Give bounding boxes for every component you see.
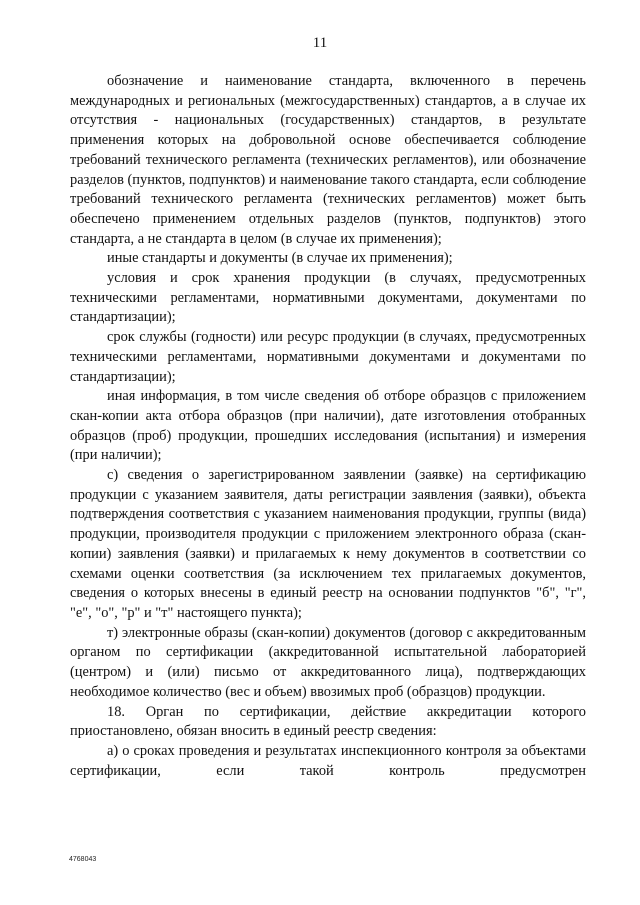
- paragraph-item-a: а) о сроках проведения и результатах инспекционного контроля за объектами сертификации, если такой контроль предусмотрен: [70, 742, 586, 779]
- document-id: 4768043: [69, 856, 97, 863]
- document-body: [70, 72, 586, 781]
- paragraph-item-s: с) сведения о зарегистрированном заявлении (заявке) на сертификацию продукции с указанием заявителя, даты регистрации заявления (заявки), объекта подтверждения соответствия с указанием наименования продукции, группы (вида) продукции, производителя продукции с приложением электронного образа (скан-копии) заявления (заявки) и прилагаемых к нему документов в соответствии со схемами оценки соответствия (за исключением тех прилагаемых документов, сведения о которых внесены в единый реестр на основании подпунктов "б", "г", "е", "о", "р" и "т" настоящего пункта);: [70, 467, 586, 621]
- paragraph-service-life: срок службы (годности) или ресурс продукции (в случаях, предусмотренных техническими регламентами, нормативными документами и документами по стандартизации);: [70, 329, 586, 385]
- paragraph-standard-designation: обозначение и наименование стандарта, включенного в перечень международных и региональных (межгосударственных) стандартов, а в случае их отсутствия - национальных (государственных) стандартов, в результате применения которых на добровольной основе обеспечивается соблюдение требований технического регламента (технических регламентов), или обозначение разделов (пунктов, подпунктов) и наименование такого стандарта, если соблюдение требований технического регламента (технических регламентов) может быть обеспечено применением отдельных разделов (пунктов, подпунктов) этого стандарта, а не стандарта в целом (в случае их применения);: [70, 73, 586, 247]
- page-number: 11: [312, 35, 328, 51]
- paragraph-item-18: 18. Орган по сертификации, действие аккредитации которого приостановлено, обязан вносить в единый реестр сведения:: [70, 703, 586, 740]
- paragraph-other-information: иная информация, в том числе сведения об отборе образцов с приложением скан-копии акта отбора образцов (при наличии), дате изготовления отобранных образцов (проб) продукции, прошедших исследования (испытания) и измерения (при наличии);: [70, 388, 586, 464]
- paragraph-other-standards: иные стандарты и документы (в случае их применения);: [107, 250, 453, 267]
- paragraph-item-t: т) электронные образы (скан-копии) документов (договор с аккредитованным органом по сертификации (аккредитованной испытательной лабораторией (центром) и (или) письмо от аккредитованного лица), подтверждающих необходимое количество (вес и объем) ввозимых проб (образцов) продукции.: [70, 624, 586, 700]
- paragraph-storage-conditions: условия и срок хранения продукции (в случаях, предусмотренных техническими регламентами, нормативными документами, документами по стандартизации);: [70, 270, 586, 326]
